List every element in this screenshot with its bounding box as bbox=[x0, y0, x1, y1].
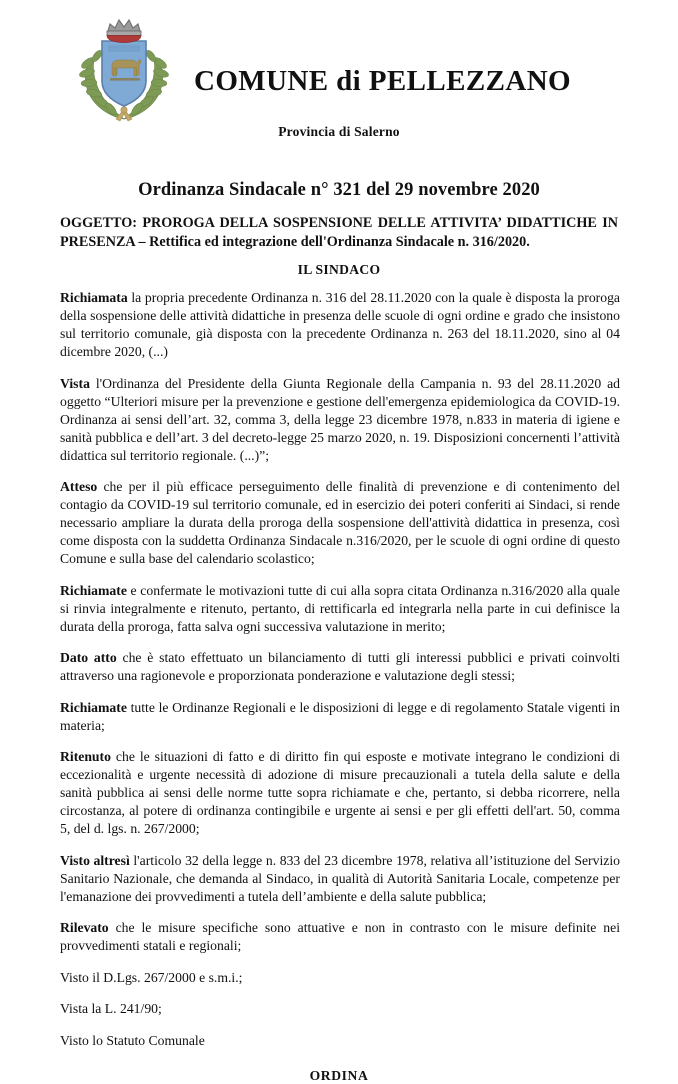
decree-heading: ORDINA bbox=[309, 1067, 369, 1083]
recital-lead: Rilevato bbox=[60, 920, 109, 936]
ordinance-body bbox=[60, 289, 620, 1049]
recital-lead: Dato atto bbox=[60, 650, 117, 666]
page-title: COMUNE di PELLEZZANO bbox=[194, 64, 571, 97]
recital-paragraph bbox=[60, 289, 620, 361]
recital-lead: Richiamate bbox=[60, 699, 127, 715]
document-masthead bbox=[0, 0, 678, 110]
recital-lead: Vista bbox=[60, 375, 90, 391]
recital-text: che le misure specifiche sono attuative e non in contrasto con le misure definite nei provvedimenti statali e regionali; bbox=[60, 920, 620, 954]
recital-lead: Visto altresì bbox=[60, 852, 130, 868]
authority-heading: IL SINDACO bbox=[297, 262, 381, 278]
reference-line: Visto il D.Lgs. 267/2000 e s.m.i.; bbox=[60, 969, 243, 985]
recital-paragraph bbox=[60, 699, 620, 735]
recital-paragraph bbox=[60, 852, 620, 906]
recital-lead: Atteso bbox=[60, 479, 98, 495]
recital-paragraph bbox=[60, 478, 620, 568]
recital-paragraph bbox=[60, 375, 620, 465]
recital-text: che per il più efficace perseguimento delle finalità di prevenzione e di contenimento del contagio da COVID-19 sul territorio comunale, ed in esercizio dei poteri conferiti ai Sindaci, si rende necessario ampliare la durata della proroga della sospensione dell'attività didattica in presenza, così come disposta con la suddetta Ordinanza Sindacale n.316/2020, per le scuole di ogni ordine di questo Comune e sulla base del calendario scolastico; bbox=[60, 479, 620, 567]
recital-lead: Ritenuto bbox=[60, 749, 111, 765]
reference-line: Visto lo Statuto Comunale bbox=[60, 1032, 205, 1048]
recital-text: l'articolo 32 della legge n. 833 del 23 dicembre 1978, relativa all’istituzione del Servizio Sanitario Nazionale, che demanda al Sindaco, in qualità di Autorità Sanitaria Locale, competenze per l'emanazione dei provvedimenti a tutela dell’ambiente e della salute pubblica; bbox=[60, 852, 620, 904]
coat-of-arms-icon bbox=[72, 7, 176, 125]
ordinance-subject: OGGETTO: PROROGA DELLA SOSPENSIONE DELLE ATTIVITA’ DIDATTICHE IN PRESENZA – Rettifica ed integrazione dell'Ordinanza Sindacale n. 316/2020. bbox=[60, 215, 618, 250]
reference-line: Vista la L. 241/90; bbox=[60, 1001, 162, 1017]
recital-text: l'Ordinanza del Presidente della Giunta Regionale della Campania n. 93 del 28.11.2020 ad oggetto “Ulteriori misure per la prevenzione e gestione dell'emergenza epidemiologica da COVID-19. Ordinanza ai sensi dell’art. 32, comma 3, della legge 23 dicembre 1978, n.833 in materia di igiene e sanità pubblica e dell’art. 3 del decreto-legge 25 marzo 2020, n. 19. Disposizioni concernenti l’attività didattica sul territorio regionale. (...)”; bbox=[60, 375, 620, 463]
recital-paragraph bbox=[60, 748, 620, 838]
province-subtitle: Provincia di Salerno bbox=[278, 124, 400, 139]
recital-lead: Richiamata bbox=[60, 290, 128, 306]
recital-paragraph bbox=[60, 582, 620, 636]
recital-text: tutte le Ordinanze Regionali e le disposizioni di legge e di regolamento Statale vigenti in materia; bbox=[60, 699, 620, 733]
recital-lead: Richiamate bbox=[60, 582, 127, 598]
ordinance-title: Ordinanza Sindacale n° 321 del 29 novembre 2020 bbox=[138, 180, 540, 200]
recital-paragraph bbox=[60, 919, 620, 955]
recital-text: che le situazioni di fatto e di diritto fin qui esposte e motivate integrano le condizioni di eccezionalità e urgente necessità di adozione di misure precauzionali a tutela della salute e della sanità pubblica ai sensi delle norme tutte sopra richiamate e che, pertanto, si debba ricorrere, nella circostanza, al potere di ordinanza contingibile e urgente ai sensi e per gli effetti dell'art. 50, comma 5, del d. lgs. n. 267/2000; bbox=[60, 749, 620, 837]
recital-text: che è stato effettuato un bilanciamento di tutti gli interessi pubblici e privati coinvolti attraverso una ragionevole e proporzionata ponderazione e valutazione degli stessi; bbox=[60, 650, 621, 684]
recital-paragraph bbox=[60, 649, 620, 685]
recital-text: la propria precedente Ordinanza n. 316 del 28.11.2020 con la quale è disposta la proroga della sospensione delle attività didattiche in presenza delle scuole di ogni ordine e grado che insistono sul territorio comunale, già disposta con la precedente Ordinanza n. 263 del 18.11.2020, sino al 04 dicembre 2020, (...) bbox=[60, 290, 620, 360]
recital-text: e confermate le motivazioni tutte di cui alla sopra citata Ordinanza n.316/2020 alla quale si rinvia integralmente e ritenuto, pertanto, di rettificarla ed integrarla nella parte in cui definisce la durata della proroga, fatta salva ogni successiva valutazione in merito; bbox=[60, 582, 620, 634]
